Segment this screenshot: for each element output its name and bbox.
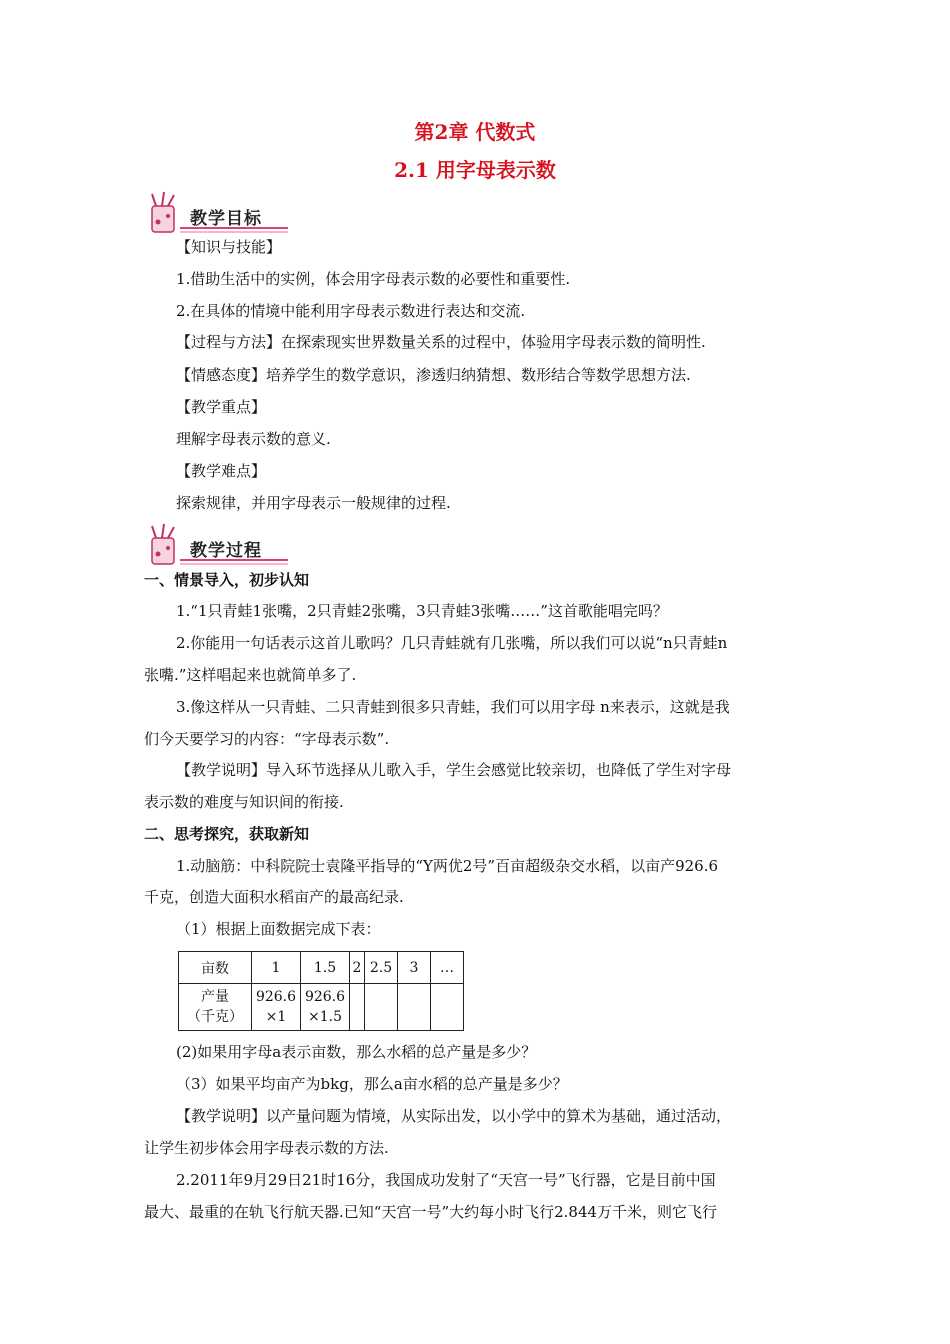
yield-table	[178, 951, 464, 1031]
table-row	[179, 952, 464, 984]
goals-banner-label: 教学目标	[190, 209, 262, 229]
table-cell: 1	[252, 952, 301, 984]
sec2-p1a: 1.动脑筋：中科院院士袁隆平指导的“Y两优2号”百亩超级杂交水稻，以亩产926.6	[176, 857, 719, 875]
process-banner-label: 教学过程	[190, 541, 262, 561]
cell-line: （千克）	[187, 1009, 243, 1025]
table-cell	[301, 984, 350, 1031]
table-cell: 1.5	[301, 952, 350, 984]
sec2-q2: (2)如果用字母a表示亩数，那么水稻的总产量是多少？	[176, 1043, 537, 1061]
table-cell	[252, 984, 301, 1031]
sec1-p2a: 2.你能用一句话表示这首儿歌吗？几只青蛙就有几张嘴，所以我们可以说“n只青蛙n	[176, 634, 728, 652]
sec1-p2b: 张嘴.”这样唱起来也就简单多了.	[144, 666, 357, 684]
key-label: 【教学重点】	[176, 398, 267, 416]
table-cell	[431, 984, 464, 1031]
table-cell	[179, 984, 252, 1031]
sec1-note-b: 表示数的难度与知识间的衔接.	[144, 793, 344, 811]
sec2-p1b: 千克，创造大面积水稻亩产的最高纪录.	[144, 888, 404, 906]
cell-line: ×1	[265, 1009, 287, 1025]
goal-process: 【过程与方法】在探索现实世界数量关系的过程中，体验用字母表示数的简明性.	[176, 333, 706, 351]
sec2-note-b: 让学生初步体会用字母表示数的方法.	[144, 1139, 389, 1157]
chapter-title: 第2章 代数式	[414, 120, 536, 144]
sec2-q3: （3）如果平均亩产为bkg，那么a亩水稻的总产量是多少？	[176, 1075, 568, 1093]
key-text: 理解字母表示数的意义.	[176, 430, 331, 448]
table-cell	[398, 984, 431, 1031]
sec2-note-a: 【教学说明】以产量问题为情境，从实际出发，以小学中的算术为基础，通过活动，	[176, 1107, 732, 1125]
table-row	[179, 984, 464, 1031]
table-cell: 2	[350, 952, 365, 984]
cell-line: 产量	[201, 989, 229, 1005]
goal-k1: 1.借助生活中的实例，体会用字母表示数的必要性和重要性.	[176, 270, 571, 288]
section-title: 2.1 用字母表示数	[394, 158, 556, 182]
difficulty-text: 探索规律，并用字母表示一般规律的过程.	[176, 494, 451, 512]
goals-banner	[140, 190, 290, 238]
sec2-p2a: 2.2011年9月29日21时16分，我国成功发射了“天宫一号”飞行器，它是目前中国	[176, 1171, 716, 1189]
table-cell: …	[431, 952, 464, 984]
table-cell	[350, 984, 365, 1031]
difficulty-label: 【教学难点】	[176, 462, 267, 480]
sec1-p3b: 们今天要学习的内容：“字母表示数”.	[144, 730, 390, 748]
table-cell: 亩数	[179, 952, 252, 984]
sec2-q1: （1）根据上面数据完成下表：	[176, 920, 381, 938]
process-banner	[140, 522, 290, 570]
goal-emotion: 【情感态度】培养学生的数学意识，渗透归纳猜想、数形结合等数学思想方法.	[176, 366, 691, 384]
cell-line: 926.6	[304, 989, 346, 1005]
sec1-note-a: 【教学说明】导入环节选择从儿歌入手，学生会感觉比较亲切，也降低了学生对字母	[176, 761, 732, 779]
sec2-p2b: 最大、最重的在轨飞行航天器.已知“天宫一号”大约每小时飞行2.844万千米，则它飞行	[144, 1203, 718, 1221]
cell-line: ×1.5	[308, 1009, 342, 1025]
section1-heading: 一、情景导入，初步认知	[144, 571, 310, 589]
knowledge-label: 【知识与技能】	[176, 238, 282, 256]
cell-line: 926.6	[255, 989, 297, 1005]
table-cell: 2.5	[365, 952, 398, 984]
sec1-p1: 1.“1只青蛙1张嘴，2只青蛙2张嘴，3只青蛙3张嘴……”这首歌能唱完吗？	[176, 602, 668, 620]
goal-k2: 2.在具体的情境中能利用字母表示数进行表达和交流.	[176, 302, 526, 320]
table-cell	[365, 984, 398, 1031]
table-cell: 3	[398, 952, 431, 984]
section2-heading: 二、思考探究，获取新知	[144, 825, 310, 843]
sec1-p3a: 3.像这样从一只青蛙、二只青蛙到很多只青蛙，我们可以用字母 n来表示，这就是我	[176, 698, 730, 716]
